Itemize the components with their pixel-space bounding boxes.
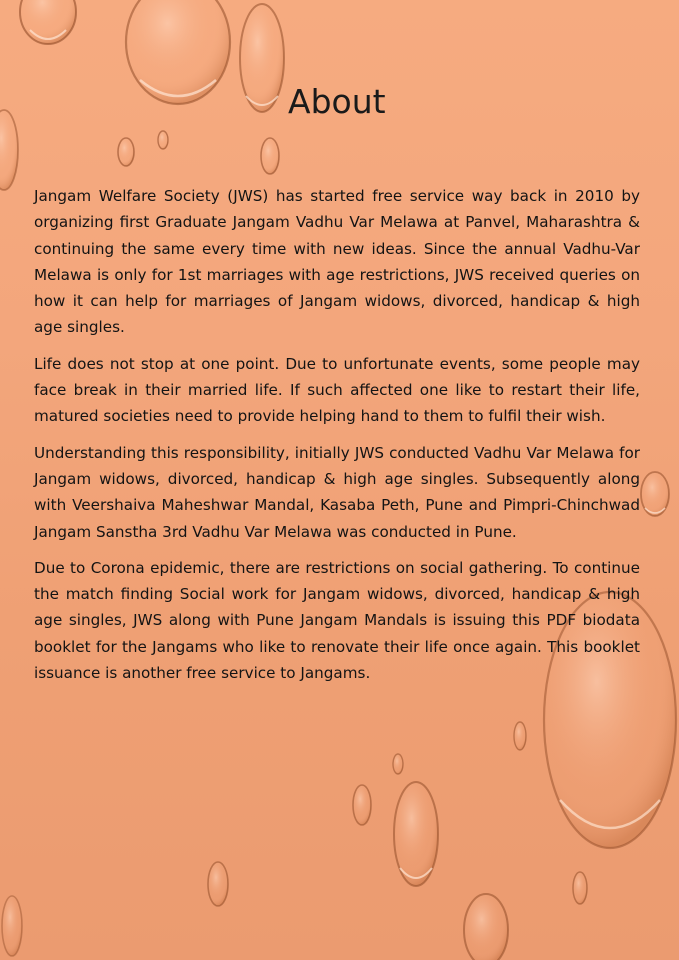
- paragraph-responsibility: Understanding this responsibility, initially JWS conducted Vadhu Var Melawa for Jangam widows, divorced, handicap & high age singles. Subsequently along with Veershaiva Maheshwar Mandal, Kasaba Peth, Pune and Pimpri-Chinchwad Jangam Sanstha 3rd Vadhu Var Melawa was conducted in Pune.: [34, 443, 640, 541]
- drop: [208, 862, 228, 906]
- drop: [158, 131, 168, 149]
- drop: [573, 872, 587, 904]
- drop: [261, 138, 279, 174]
- drop: [126, 0, 230, 104]
- drop: [118, 138, 134, 166]
- drop: [0, 110, 18, 190]
- drop: [240, 4, 284, 112]
- page-title: About: [288, 82, 386, 121]
- drop: [464, 894, 508, 960]
- paragraph-corona: Due to Corona epidemic, there are restrictions on social gathering. To continue the match finding Social work for Jangam widows, divorced, handicap & high age singles, JWS along with Pune Jangam Mandals is issuing this PDF biodata booklet for the Jangams who like to renovate their life once again. This booklet issuance is another free service to Jangams.: [34, 558, 640, 683]
- drop: [20, 0, 76, 44]
- about-content: [34, 183, 640, 696]
- drop: [2, 896, 22, 956]
- paragraph-life: Life does not stop at one point. Due to unfortunate events, some people may face break in their married life. If such affected one like to restart their life, matured societies need to provide helping hand to them to fulfil their wish.: [34, 354, 640, 426]
- paragraph-intro: Jangam Welfare Society (JWS) has started free service way back in 2010 by organizing first Graduate Jangam Vadhu Var Melawa at Panvel, Maharashtra & continuing the same every time with new ideas. Since the annual Vadhu-Var Melawa is only for 1st marriages with age restrictions, JWS received queries on how it can help for marriages of Jangam widows, divorced, handicap & high age singles.: [34, 187, 640, 337]
- drop: [514, 722, 526, 750]
- drop: [641, 472, 669, 516]
- drop: [353, 785, 371, 825]
- drop: [393, 754, 403, 774]
- drop: [394, 782, 438, 886]
